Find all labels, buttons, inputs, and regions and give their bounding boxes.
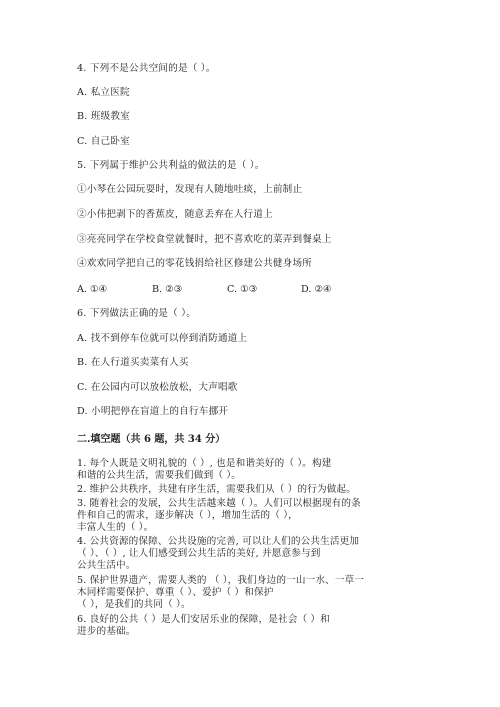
question-6-option-b: B. 在人行道买卖菜有人买 (77, 357, 189, 368)
fill-item-4 (77, 536, 429, 573)
fill-item-5-line-2: 木同样需要保护、尊重（ ）、爱护（ ）和保护 (77, 587, 274, 599)
question-5-option-c: C. ①③ (227, 284, 258, 295)
fill-item-3-line-3: 丰富人生的（ ）。 (77, 522, 154, 534)
question-5-item-1: ①小琴在公园玩耍时，发现有人随地吐痰，上前制止 (77, 184, 303, 195)
fill-item-6-line-2: 进步的基础。 (77, 626, 136, 638)
fill-item-5-line-1: 5. 保护世界遗产，需要人类的 （ ），我们身边的一山一水、一草一 (77, 575, 365, 586)
question-6-option-d: D. 小明把停在盲道上的自行车挪开 (77, 406, 229, 417)
question-5-stem: 5. 下列属于维护公共利益的做法的是（ ）。 (77, 160, 265, 171)
question-6-option-a: A. 找不到停车位就可以停到消防通道上 (77, 333, 248, 344)
question-6-stem: 6. 下列做法正确的是（ ）。 (77, 308, 196, 319)
fill-item-1-line-1: 1. 每个人既是文明礼貌的（ ）, 也是和谐美好的（ ）。构建 (77, 458, 332, 469)
question-4-option-a: A. 私立医院 (77, 87, 130, 98)
question-4-option-b: B. 班级教室 (77, 111, 130, 122)
question-5-option-b: B. ②③ (152, 284, 183, 295)
question-6-option-c: C. 在公园内可以放松放松，大声唱歌 (77, 382, 238, 393)
question-5-item-2: ②小伟把剥下的香蕉皮，随意丢弃在人行道上 (77, 209, 273, 220)
section-2-title: 二.填空题（共 6 题，共 34 分） (77, 434, 226, 445)
question-5-option-a: A. ①④ (77, 284, 108, 295)
fill-item-4-line-2: （ ）、（ ）, 让人们感受到公共生活的美好, 并愿意参与到 (77, 548, 321, 560)
question-5-options (77, 284, 437, 296)
fill-item-2 (77, 484, 429, 496)
fill-item-1-line-2: 和谐的公共生活，需要我们做到（ ）。 (77, 470, 242, 482)
fill-item-1 (77, 458, 429, 482)
question-4-stem: 4. 下列不是公共空间的是（ ）。 (77, 63, 216, 74)
question-5-item-4: ④欢欢同学把自己的零花钱捐给社区修建公共健身场所 (77, 258, 313, 269)
fill-item-5 (77, 575, 429, 612)
question-5-option-d: D. ②④ (301, 284, 332, 295)
fill-item-5-line-3: （ ），是我们的共同（ ）。 (77, 599, 191, 611)
fill-item-2-line-1: 2. 维护公共秩序，共建有序生活，需要我们从（ ）的行为做起。 (77, 484, 356, 495)
question-5-item-3: ③亮亮同学在学校食堂就餐时，把不喜欢吃的菜弄到餐桌上 (77, 234, 332, 245)
fill-item-3 (77, 498, 429, 535)
fill-item-6 (77, 614, 429, 638)
fill-item-4-line-3: 公共生活中。 (77, 560, 136, 572)
fill-item-4-line-1: 4. 公共资源的保障、公共设施的完善, 可以让人们的公共生活更加 (77, 536, 360, 547)
fill-item-3-line-1: 3. 随着社会的发展，公共生活越来越（ ）。人们可以根据现有的条 (77, 498, 361, 509)
fill-item-3-line-2: 件和自己的需求，逐步解决（ ），增加生活的（ ）， (77, 510, 298, 522)
question-4-option-c: C. 自己卧室 (77, 136, 130, 147)
fill-item-6-line-1: 6. 良好的公共（ ）是人们安居乐业的保障，是社会（ ）和 (77, 614, 330, 625)
